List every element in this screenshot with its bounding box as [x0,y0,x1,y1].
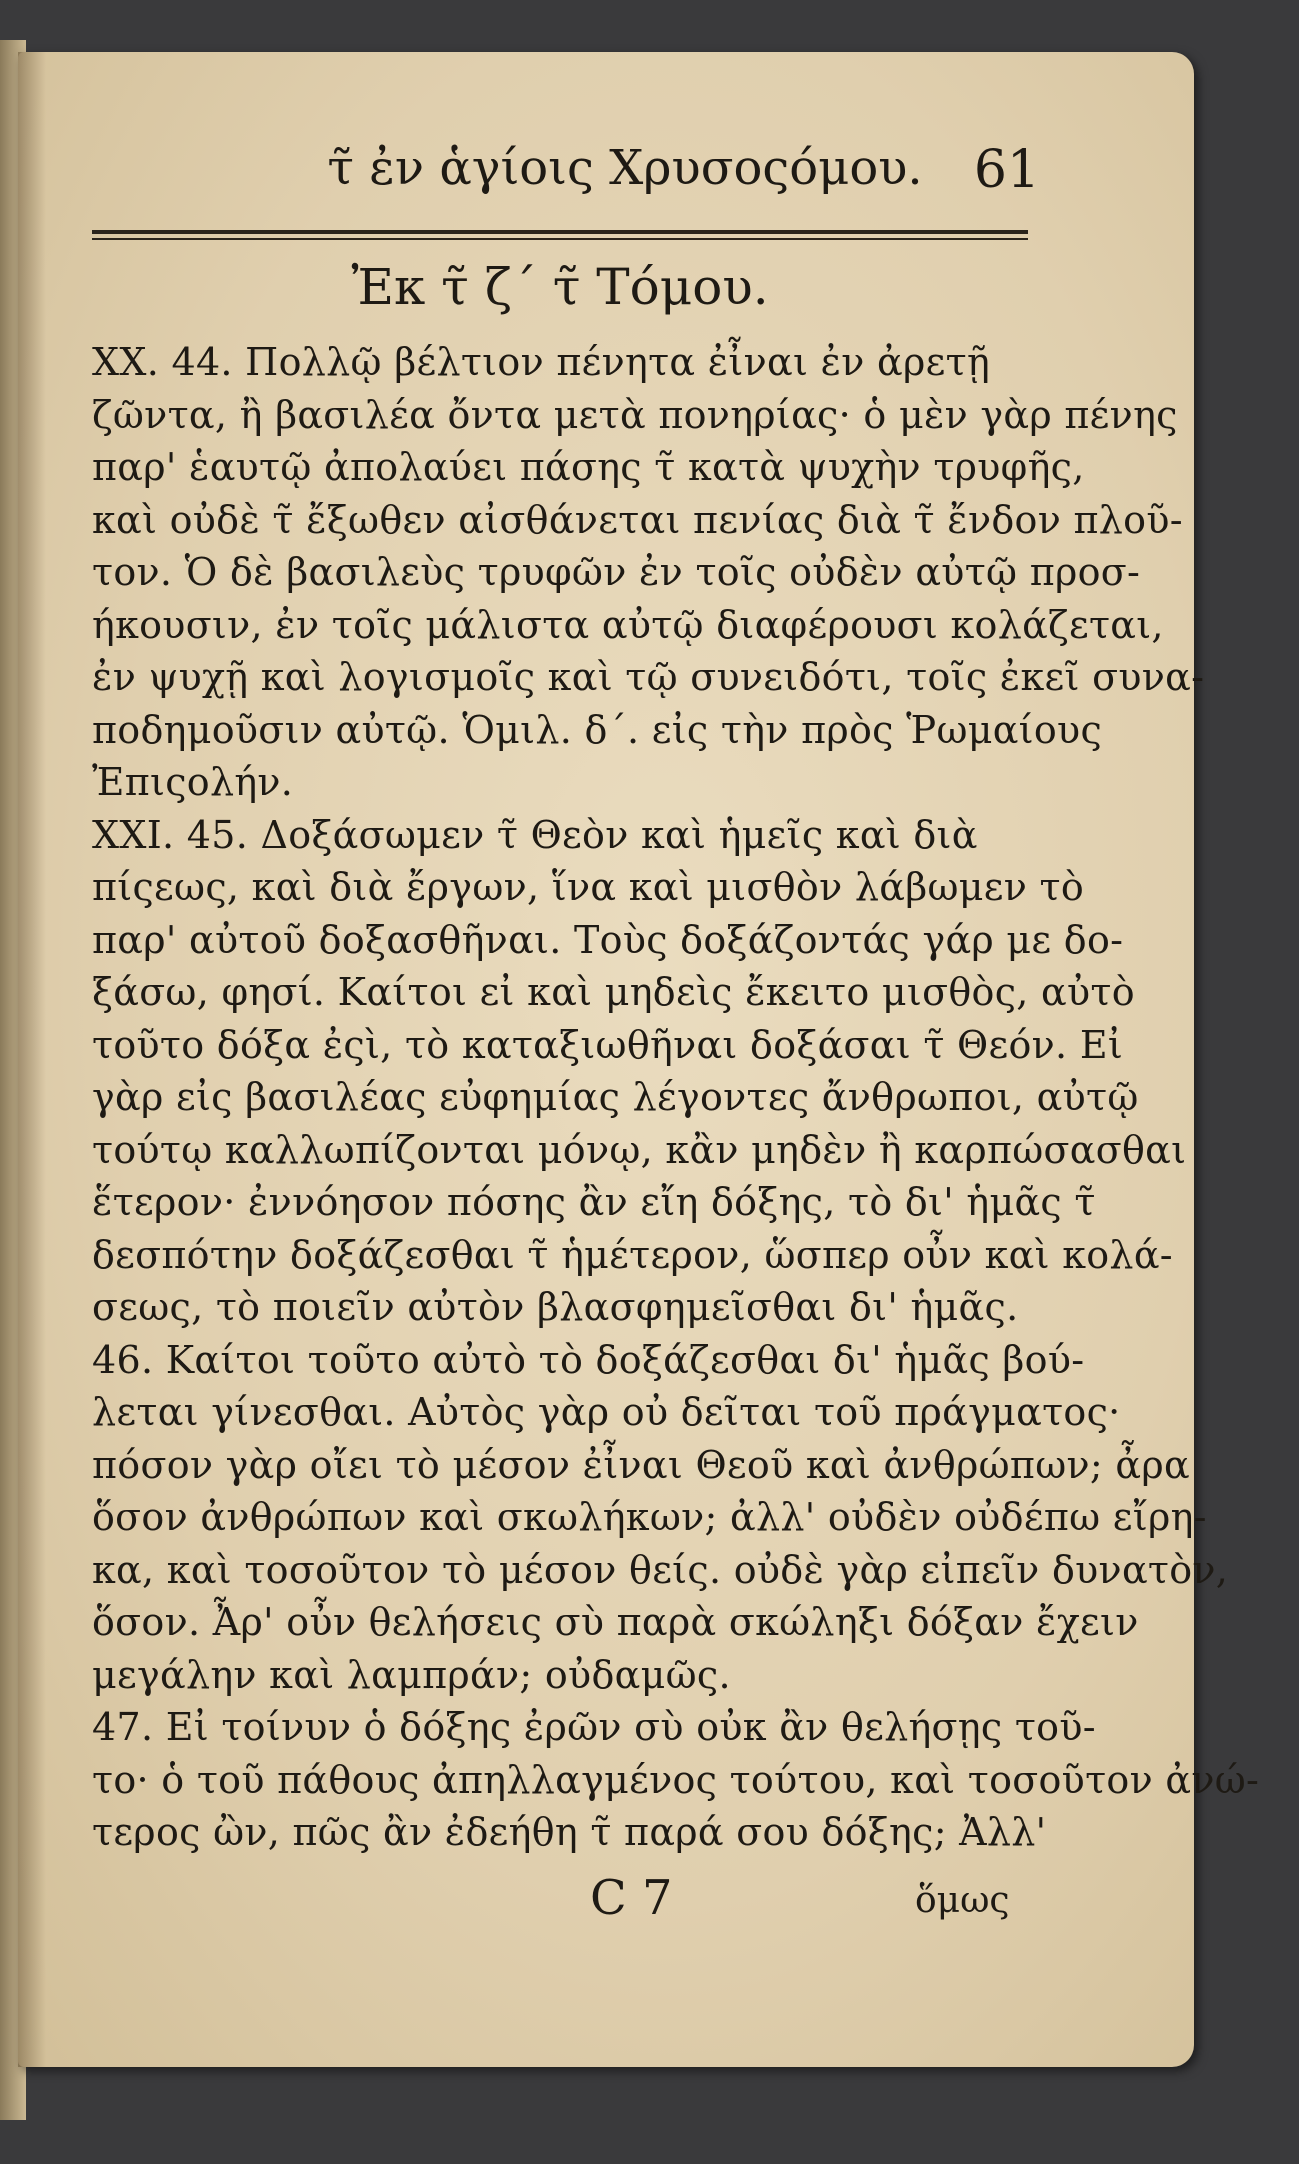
text-line: ἐν ψυχῇ καὶ λογισμοῖς καὶ τῷ συνειδότι, τοῖς ἐκεῖ συνα- [92,655,1205,699]
catchword: ὅμως [915,1880,1010,1921]
text-line: παρ' αὐτοῦ δοξασθῆναι. Τοὺς δοξάζοντάς γάρ με δο- [92,917,1124,962]
text-line: XXI. 45. Δοξάσωμεν τ̃ Θεὸν καὶ ἡμεῖς καὶ διὰ [92,812,978,857]
running-head: τ̃ ἐν ἁγίοις Χρυσοςόμου. [327,140,923,196]
page-number: 61 [973,140,1040,200]
text-line: 46. Καίτοι τοῦτο αὐτὸ τὸ δοξάζεσθαι δι' ἡμᾶς βού- [92,1337,1085,1382]
page-gutter-shadow [18,52,46,2067]
text-line: κα, καὶ τοσοῦτον τὸ μέσον θείς. οὐδὲ γὰρ εἰπεῖν δυνατὸν, [92,1547,1229,1592]
text-line: πόσον γὰρ οἴει τὸ μέσον ἐἶναι Θεοῦ καὶ ἀνθρώπων; ἆρα [92,1442,1190,1487]
text-line: τερος ὢν, πῶς ἂν ἐδεήθη τ̃ παρά σου δόξης; Ἀλλ' [92,1810,1047,1854]
text-line: ἕτερον· ἐννόησον πόσης ἂν εἴη δόξης, τὸ δι' ἡμᾶς τ̃ [92,1180,1096,1224]
text-line: ὅσον. Ἆρ' οὖν θελήσεις σὺ παρὰ σκώληξι δόξαν ἔχειν [92,1600,1139,1644]
text-line: το· ὁ τοῦ πάθους ἀπηλλαγμένος τούτου, καὶ τοσοῦτον ἀνώ- [92,1757,1260,1802]
text-line: ζῶντα, ἢ βασιλέα ὄντα μετὰ πονηρίας· ὁ μὲν γὰρ πένης [92,392,1178,437]
text-line: μεγάλην καὶ λαμπράν; οὐδαμῶς. [92,1652,731,1697]
text-line: XX. 44. Πολλῷ βέλτιον πένητα ἐἶναι ἐν ἀρετῇ [92,340,991,384]
text-line: ήκουσιν, ἐν τοῖς μάλιστα αὐτῷ διαφέρουσι κολάζεται, [92,602,1164,647]
text-line: καὶ οὐδὲ τ̃ ἔξωθεν αἰσθάνεται πενίας διὰ τ̃ ἔνδον πλοῦ- [92,497,1183,542]
text-line: γὰρ εἰς βασιλέας εὐφημίας λέγοντες ἄνθρωποι, αὐτῷ [92,1075,1139,1119]
text-line: δεσπότην δοξάζεσθαι τ̃ ἡμέτερον, ὥσπερ οὖν καὶ κολά- [92,1232,1173,1277]
text-line: τοῦτο δόξα ἐςὶ, τὸ καταξιωθῆναι δοξάσαι τ̃ Θεόν. Εἰ [92,1022,1124,1067]
signature-mark: C 7 [590,1870,673,1926]
text-line: ὅσον ἀνθρώπων καὶ σκωλήκων; ἀλλ' οὐδὲν οὐδέπω εἴρη- [92,1495,1207,1539]
text-line: 47. Εἰ τοίνυν ὁ δόξης ἐρῶν σὺ οὐκ ἂν θελήσῃς τοῦ- [92,1705,1096,1749]
text-line: τον. Ὁ δὲ βασιλεὺς τρυφῶν ἐν τοῖς οὐδὲν αὐτῷ προσ- [92,550,1141,594]
text-line: σεως, τὸ ποιεῖν αὐτὸν βλασφημεῖσθαι δι' ἡμᾶς. [92,1285,1019,1329]
header-rule-thin [92,238,1028,240]
text-line: Ἐπιςολήν. [92,760,294,804]
text-line: τούτῳ καλλωπίζονται μόνῳ, κἂν μηδὲν ἢ καρπώσασθαι [92,1127,1187,1172]
text-line: παρ' ἑαυτῷ ἀπολαύει πάσης τ̃ κατὰ ψυχὴν τρυφῆς, [92,445,1085,489]
text-line: λεται γίνεσθαι. Αὐτὸς γὰρ οὐ δεῖται τοῦ πράγματος· [92,1390,1121,1434]
text-line: ξάσω, φησί. Καίτοι εἰ καὶ μηδεὶς ἔκειτο μισθὸς, αὐτὸ [92,970,1135,1014]
section-title: Ἐκ τ̃ ζ΄ τ̃ Τόμου. [351,258,769,316]
header-rule [92,230,1028,234]
text-line: ποδημοῦσιν αὐτῷ. Ὁμιλ. δ΄. εἰς τὴν πρὸς Ῥωμαίους [92,707,1103,752]
text-line: πίςεως, καὶ διὰ ἔργων, ἵνα καὶ μισθὸν λάβωμεν τὸ [92,865,1085,909]
